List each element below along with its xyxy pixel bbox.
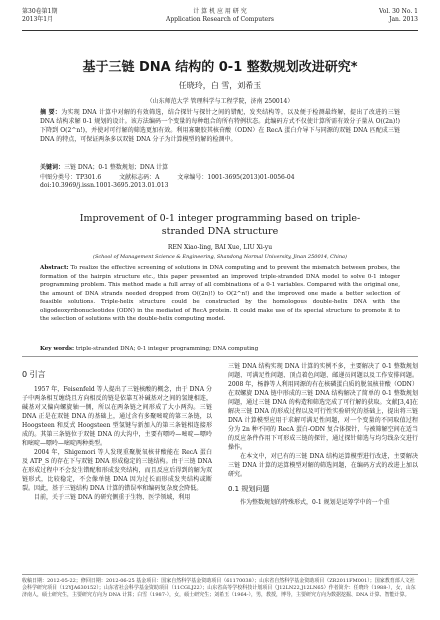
journal-volume-en: Vol. 30 No. 1	[378, 8, 418, 15]
keywords-en-label: Key words:	[40, 346, 75, 352]
header-right	[379, 8, 418, 24]
keywords-cn-label: 关键词：	[40, 164, 65, 171]
body-paragraph: 目前，关于三链 DNA 的研究侧重于生物、医学领域，利用	[34, 494, 191, 501]
paper-title-en: Improvement of 0-1 integer programming based on triple-stranded DNA structure	[79, 213, 361, 237]
abstract-en	[40, 264, 400, 324]
document-code: 文献标志码：A	[119, 174, 160, 181]
abstract-cn-label: 摘 要：	[40, 109, 62, 116]
keywords-en	[40, 346, 400, 352]
journal-date-en: Jan. 2013	[389, 16, 418, 23]
body-paragraph: 1957 年，Feisenfeld 等人提出了三链核酸的概念，由于 DNA 分子中两条相互缠绕且方向相反的链是依靠互补碱基对之间的氢键相连，碱基对又偏向螺旋轴一侧，所以在两条链之间形成了大小两沟。三链 DNA 正是在双链 DNA 的基础上，通过含有多聚嘧啶的第三条链，以 Hoogsteen 和反式 Hoogsteen 型氢键与新加入的第三条链相连接形成的。其第三条链位于双链 DNA 的大沟中，主要有嘌呤—嘧啶—嘌呤和嘧啶—嘌呤—嘧啶两种类型。	[22, 386, 212, 447]
keywords-en-text: triple-stranded DNA; 0-1 integer programming; DNA computing	[75, 346, 259, 352]
body-column-right	[228, 362, 418, 507]
running-header	[22, 8, 418, 31]
abstract-en-text: To realize the effective screening of solutions in DNA computing and to prevent the mismatch between probes, the formation of the hairpin structure etc., this paper presented an improved triple-stranded DNA model to solve 0-1 integer programming problem. This method made a full array of all combinations of a 0-1 variables. Compared with the original one, the amount of DNA strands needed dropped from O((2n)!) to O(2^n!) and the improved one made a better selection of feasible solutions. Triple-helix structure could be constructed by the homologous double-helix DNA with the oligodeoxyribonucleotides (ODN) in the mediated of RecA protein. It could make use of its special structure to promote it to the selection of solutions with the double-helix computing model.	[40, 265, 400, 322]
journal-date-cn: 2013年1月	[22, 16, 54, 23]
header-center	[22, 8, 418, 24]
classification-line	[40, 172, 400, 181]
journal-name-cn: 计 算 机 应 用 研 究	[193, 8, 247, 15]
abstract-cn	[40, 108, 400, 144]
body-paragraph: 作为整数规划的特殊形式，0-1 规划是运筹学中的一个重	[240, 499, 390, 506]
divider	[22, 356, 418, 357]
paper-title-cn: 基于三链 DNA 结构的 0-1 整数规划改进研究*	[82, 60, 358, 75]
clc-number: 中图分类号：TP301.6	[40, 174, 102, 181]
authors-cn: 任晓玲，白 雪，刘希玉	[178, 81, 262, 90]
subsection-heading: 0.1 规划问题	[228, 485, 270, 493]
journal-name-en: Application Research of Computers	[165, 16, 275, 23]
keywords-cn	[40, 162, 400, 171]
section-heading-introduction: 0 引言	[22, 370, 46, 379]
abstract-cn-text: 为实现 DNA 计算中对解的有效筛选，结合探针与探针之间的错配，发夹结构等，以及便于检测最终解，提出了改进的三链 DNA 结构求解 0-1 规划的设计。该方法编码一个变量的每种组合的所有特例状态。此编码方式不仅使计算所需有效分子量从 O((2n)!) 下降到 O(2^n!)，并使对可行解的筛选更加有效。利用寡聚胶其核苷酸（ODN）在 RecA 蛋白介导下与同源的双链 DNA 匹配成三链 DNA 的特点，可保证两条多以双链 DNA 分子为计算模型的解的检测中。	[40, 109, 400, 143]
article-number: 文章编号：1001-3695(2013)01-0056-04	[177, 174, 295, 181]
keywords-cn-text: 三链 DNA；0-1 整数规划；DNA 计算	[64, 164, 169, 171]
body-paragraph: 三链 DNA 结构实现 DNA 计算的实例不多，主要解决了 0-1 整数规划问题、可满足性问题、顶点着色问题、邮递员问题以及工作安排问题。2008 年，杨静等人利用同源的有在核磷蛋白质的脱氧核苷酸（ODN）在双螺旋 DNA 链中形成的三链 DNA 结构解决了简单的 0-1 整数规划问题，通过三链 DNA 的构造和筛选完成了可行解的获取。文献[3,4]在解决三链 DNA 的形成过程以及可行性实验研究的基础上，提出将三链 DNA 计算模型应用于求解可满足性问题，对一个变量的不同取值过程分为 2n 种不同的 RecA 蛋白-ODN 复合体探针，与被筛解空间在适当的反应条件作用下可形成三链的探针，通过探针筛选与均匀线杂交进行操作。	[228, 363, 418, 451]
body-column-left	[22, 362, 212, 502]
abstract-en-label: Abstract:	[40, 265, 69, 271]
affiliation-en: (School of Management Science & Engineering, Shandong Normal University, Jinan 250014, China)	[93, 254, 347, 260]
doi-line: doi:10.3969/j.issn.1001-3695.2013.01.013	[40, 182, 169, 189]
footnote: 收稿日期：2012-05-22；修回日期：2012-06-25 基金项目：国家自然科学基金资助项目（61170038）；山东省自然科学基金资助项目（ZR2011FM001）；国家教育部人文社会科学研究项目（12YJA630152）；山东省社会科学基金资助项目（11CGLJ22）；山东省高等学校科技计划项目（J12LN22,J12LN65）作者简介：任晓玲（1988-），女，山东济南人，硕士研究生，主要研究方向为 DNA 计算；白雪（1987-），女，硕士研究生；刘希玉（1964-），男，教授，博导，主要研究方向为数据挖掘、DNA 计算、智能计算。	[22, 574, 418, 599]
body-paragraph: 在本文中，对已有的三链 DNA 结构运算模型进行改进，主要解决三链 DNA 计算的运算模型对解的筛选问题，在编码方式的改进上加以研究。	[228, 453, 418, 478]
authors-en: REN Xiao-ling, BAI Xue, LIU Xi-yu	[167, 244, 273, 251]
body-paragraph: 2004 年，Shigemori 等人发现重聚脱氧核苷酸能在 RecA 蛋白及 ATP_S 的存在下与双链 DNA 形成稳定的三链结构。由于三链 DNA 在形成过程中不会发生错配和形成发夹结构，而且反应后得到的解为双链形式，比较稳定，不会像单链 DNA 因为过长而形成发夹结构或断裂。因此，基于三链结构 DNA 计算的错误率和编码复杂度会降低。	[22, 449, 212, 492]
journal-volume-cn: 第30卷第1期	[22, 8, 58, 15]
affiliation-cn: （山东师范大学 管理科学与工程学院，济南 250014）	[146, 98, 294, 105]
